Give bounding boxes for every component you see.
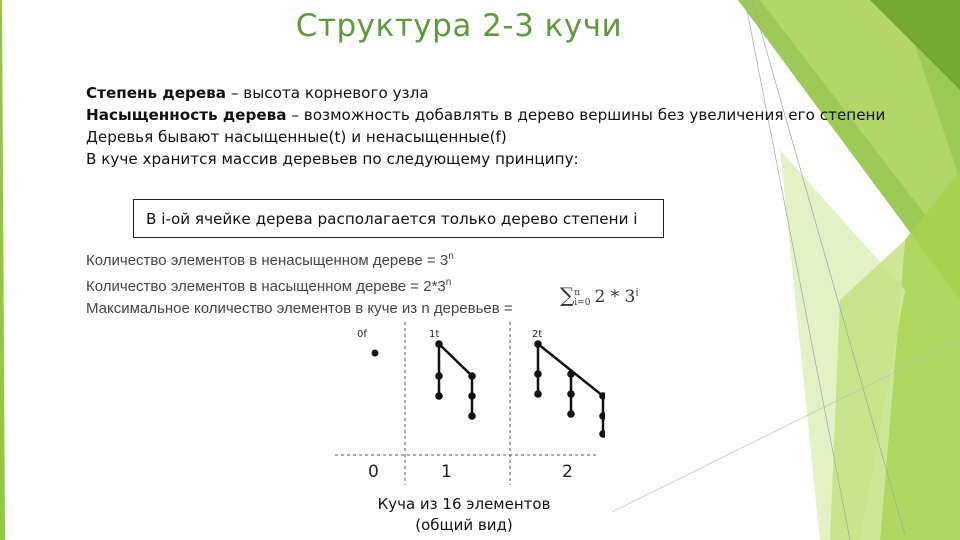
tree-1-edges	[439, 344, 472, 416]
tree-label: 1t	[429, 329, 440, 340]
tree-2-edges	[538, 344, 603, 434]
tree-label: 2t	[532, 329, 543, 340]
rule-box: В i-ой ячейке дерева располагается только дерево степени i	[133, 199, 664, 238]
slot-label: 2	[562, 462, 573, 482]
formula-unsaturated: Количество элементов в ненасыщенном дереве = $3^n$	[86, 251, 454, 269]
heap-diagram	[335, 320, 605, 490]
tree-1-nodes	[435, 340, 476, 420]
slide-title: Структура 2-3 кучи	[295, 8, 623, 44]
caption-line: Куча из 16 элементов	[377, 495, 551, 513]
slot-label: 1	[441, 462, 452, 482]
tree-label: 0f	[357, 329, 367, 340]
sum-formula: ∑n i=0 2 * 3$^i$	[560, 283, 639, 308]
formula-saturated: Количество элементов в насыщенном дереве = $2*3^n$	[86, 277, 452, 295]
definition-line: Деревья бывают насыщенные(t) и ненасыщенные(f)	[86, 128, 507, 146]
heap-caption	[340, 494, 588, 536]
definition-line: Степень дерева – высота корневого узла	[86, 84, 429, 102]
formulas	[86, 246, 513, 320]
caption-line: (общий вид)	[415, 516, 513, 534]
slot-label: 0	[368, 462, 379, 482]
formula-max: Максимальное количество элементов в куче из n деревьев =	[86, 300, 513, 317]
definitions	[86, 82, 885, 170]
definition-line: В куче хранится массив деревьев по следующему принципу:	[86, 150, 579, 168]
left-green-stripe	[0, 0, 5, 540]
tree-node	[372, 350, 379, 357]
definition-line: Насыщенность дерева – возможность добавлять в дерево вершины без увеличения его степени	[86, 106, 886, 124]
